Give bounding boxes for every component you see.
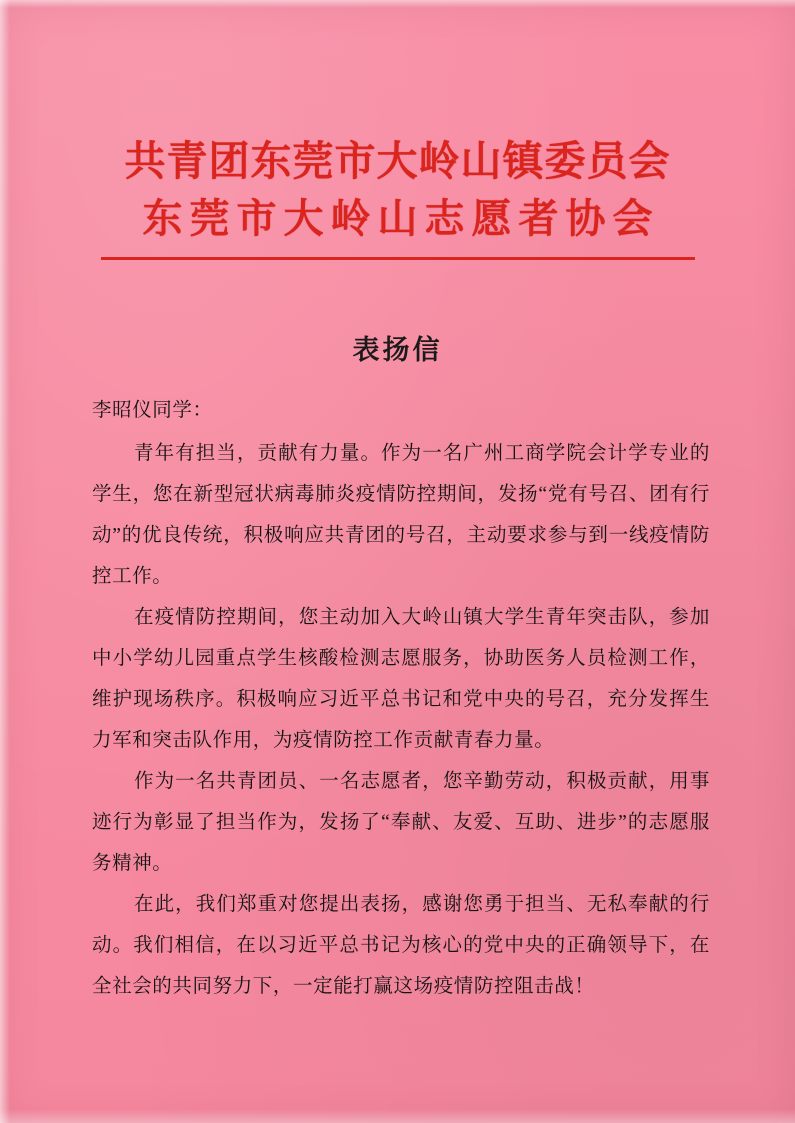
document-title: 表扬信: [352, 335, 443, 365]
page-edge-highlight-top: [0, 0, 795, 8]
letterhead: [0, 132, 795, 260]
body-paragraph-3: 作为一名共青团员、一名志愿者，您辛勤劳动，积极贡献，用事迹行为彰显了担当作为，发扬了“奉献、友爱、互助、进步”的志愿服务精神。: [92, 771, 710, 874]
letterhead-line-1: 共青团东莞市大岭山镇委员会: [124, 138, 671, 184]
body-paragraph-1: 青年有担当，贡献有力量。作为一名广州工商学院会计学专业的学生，您在新型冠状病毒肺炎疫情防控期间，发扬“党有号召、团有行动”的优良传统，积极响应共青团的号召，主动要求参与到一线疫情防控工作。: [92, 443, 710, 587]
letterhead-divider: [101, 257, 695, 260]
letterhead-line-2: 东莞市大岭山志愿者协会: [142, 196, 660, 241]
body-paragraph-2: 在疫情防控期间，您主动加入大岭山镇大学生青年突击队，参加中小学幼儿园重点学生核酸检测志愿服务，协助医务人员检测工作，维护现场秩序。积极响应习近平总书记和党中央的号召，充分发挥生力军和突击队作用，为疫情防控工作贡献青春力量。: [92, 607, 710, 751]
body-paragraph-4: 在此，我们郑重对您提出表扬，感谢您勇于担当、无私奉献的行动。我们相信，在以习近平总书记为核心的党中央的正确领导下，在全社会的共同努力下，一定能打赢这场疫情防控阻击战！: [92, 894, 710, 997]
salutation: 李昭仪同学：: [92, 400, 213, 421]
letter-body: [92, 390, 710, 1007]
page-edge-highlight-bottom: [0, 1109, 795, 1123]
